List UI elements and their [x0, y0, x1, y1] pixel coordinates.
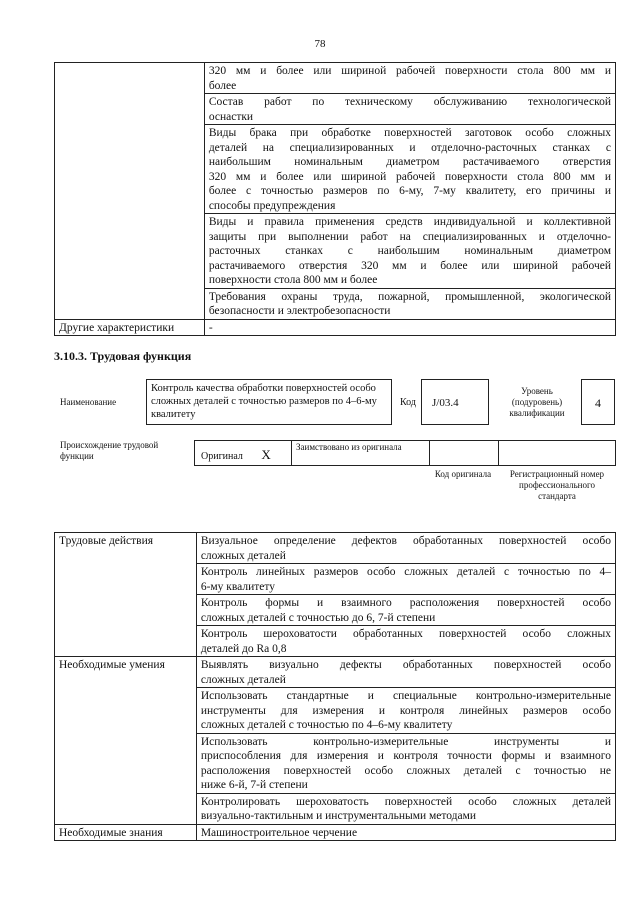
item-content — [196, 793, 615, 824]
row-content — [204, 319, 615, 336]
row-label — [55, 214, 205, 289]
row-label — [55, 63, 205, 94]
function-name-box — [146, 379, 392, 425]
borrowed-label: Заимствовано из оригинала — [296, 442, 402, 452]
table-row — [55, 657, 616, 688]
text-line: ниже 6-й, 7-й степени — [200, 779, 308, 791]
item-content — [196, 657, 615, 688]
origin-code-cell — [429, 440, 499, 466]
level-box — [581, 379, 615, 425]
item-content — [196, 533, 615, 564]
item-content — [196, 688, 615, 734]
row-label — [55, 94, 205, 125]
text-line: инструменты для измерения и контроля линейных размеров особо — [200, 704, 611, 717]
labor-function-table — [54, 532, 616, 841]
origin-reg-cell — [498, 440, 616, 466]
item-content — [196, 564, 615, 595]
table-row — [55, 319, 616, 336]
item-content — [196, 733, 615, 793]
section-label: Необходимые знания — [55, 824, 197, 841]
text-line: Выявлять визуально дефекты обработанных поверхностей особо — [200, 659, 611, 671]
function-code: J/03.4 — [432, 397, 459, 409]
text-line: защиты при выполнении работ на специализированных и отделочно- — [208, 230, 611, 243]
text-line: Машиностроительное черчение — [200, 826, 358, 839]
row-label — [55, 125, 205, 214]
row-content — [204, 125, 615, 214]
text-line: поверхности стола 800 мм и более — [208, 274, 378, 286]
row-content — [204, 94, 615, 125]
level-label: Уровень (подуровень) квалификации — [509, 386, 565, 418]
table-row — [55, 125, 616, 214]
text-line: расточных станках с наибольшим номинальным диаметром — [208, 245, 611, 257]
row-content — [204, 288, 615, 319]
table-row — [55, 214, 616, 289]
text-line: Контроль линейных размеров особо сложных деталей с точностью по 4– — [200, 566, 611, 578]
section-title: 3.10.3. Трудовая функция — [54, 349, 192, 363]
text-line: Контролировать шероховатость поверхностей особо сложных деталей — [200, 795, 611, 808]
row-label: Другие характеристики — [55, 319, 205, 336]
origin-reg-caption: Регистрационный номер профессионального стандарта — [509, 469, 605, 501]
text-line: Использовать контрольно-измерительные инструменты и — [200, 735, 611, 748]
origin-original-cell — [194, 440, 292, 466]
row-content — [204, 63, 615, 94]
text-line: Контроль шероховатости обработанных поверхностей особо сложных — [200, 628, 611, 640]
origin-borrowed-cell — [291, 440, 430, 466]
text-line: 320 мм и более или шириной рабочей поверхности стола 800 мм и — [208, 170, 611, 183]
text-line: Виды и правила применения средств индивидуальной и коллективной — [208, 216, 611, 228]
text-line: 6-му квалитету — [200, 580, 276, 593]
section-label: Необходимые умения — [55, 657, 197, 825]
table-row — [55, 94, 616, 125]
text-line: приспособления для измерения и контроля точности формы и взаимного — [200, 750, 611, 762]
text-line: деталей на специализированных и отделочно-расточных станках с — [208, 141, 611, 154]
section-label: Трудовые действия — [55, 533, 197, 657]
text-line: сложных деталей с точностью до 6, 7-й степени — [200, 611, 436, 624]
text-line: деталей до Ra 0,8 — [200, 642, 287, 655]
text-line: Использовать стандартные и специальные контрольно-измерительные — [200, 690, 611, 702]
text-line: расположения поверхностей особо сложных деталей с точностью не — [200, 764, 611, 777]
text-line: наибольшим номинальным диаметром растачиваемого отверстия — [208, 156, 611, 168]
text-line: сложных деталей — [200, 549, 286, 562]
table-row — [55, 63, 616, 94]
text-line: Требования охраны труда, пожарной, промышленной, экологической — [208, 290, 611, 303]
table-row — [55, 288, 616, 319]
text-line: сложных деталей с точностью по 4–6-му квалитету — [200, 719, 453, 731]
text-line: Виды брака при обработке поверхностей заготовок особо сложных — [208, 127, 611, 139]
function-name: Контроль качества обработки поверхностей особо сложных деталей с точностью размеров по 4–6-му квалитету — [151, 383, 377, 420]
origin-code-caption: Код оригинала — [434, 469, 492, 479]
text-line: - — [208, 321, 213, 334]
page-number: 78 — [314, 38, 326, 50]
row-label — [55, 288, 205, 319]
origin-label: Происхождение трудовой функции — [60, 440, 159, 461]
level-value: 4 — [595, 396, 601, 410]
table-row — [55, 533, 616, 564]
text-line: Визуальное определение дефектов обработанных поверхностей особо — [200, 535, 611, 547]
text-line: Состав работ по техническому обслуживанию технологической — [208, 96, 611, 108]
item-content — [196, 824, 615, 841]
text-line: Контроль формы и взаимного расположения поверхностей особо — [200, 597, 611, 609]
text-line: безопасности и электробезопасности — [208, 305, 391, 317]
knowledge-table-continued — [54, 62, 616, 336]
item-content — [196, 626, 615, 657]
table-row — [55, 824, 616, 841]
text-line: сложных деталей — [200, 673, 286, 686]
text-line: растачиваемого отверстия 320 мм и более или шириной рабочей — [208, 259, 611, 272]
text-line: оснастки — [208, 110, 254, 123]
name-label: Наименование — [60, 397, 117, 407]
text-line: более с точностью размеров по 6-му, 7-му квалитету, его причины и — [208, 185, 611, 197]
text-line: 320 мм и более или шириной рабочей поверхности стола 800 мм и — [208, 65, 611, 77]
code-label: Код — [400, 397, 416, 408]
item-content — [196, 595, 615, 626]
text-line: визуально-тактильным и инструментальными методами — [200, 810, 477, 822]
code-box — [421, 379, 489, 425]
original-mark: X — [261, 447, 271, 462]
text-line: способы предупреждения — [208, 199, 336, 212]
row-content — [204, 214, 615, 289]
original-label: Оригинал — [201, 451, 243, 462]
text-line: более — [208, 79, 237, 92]
